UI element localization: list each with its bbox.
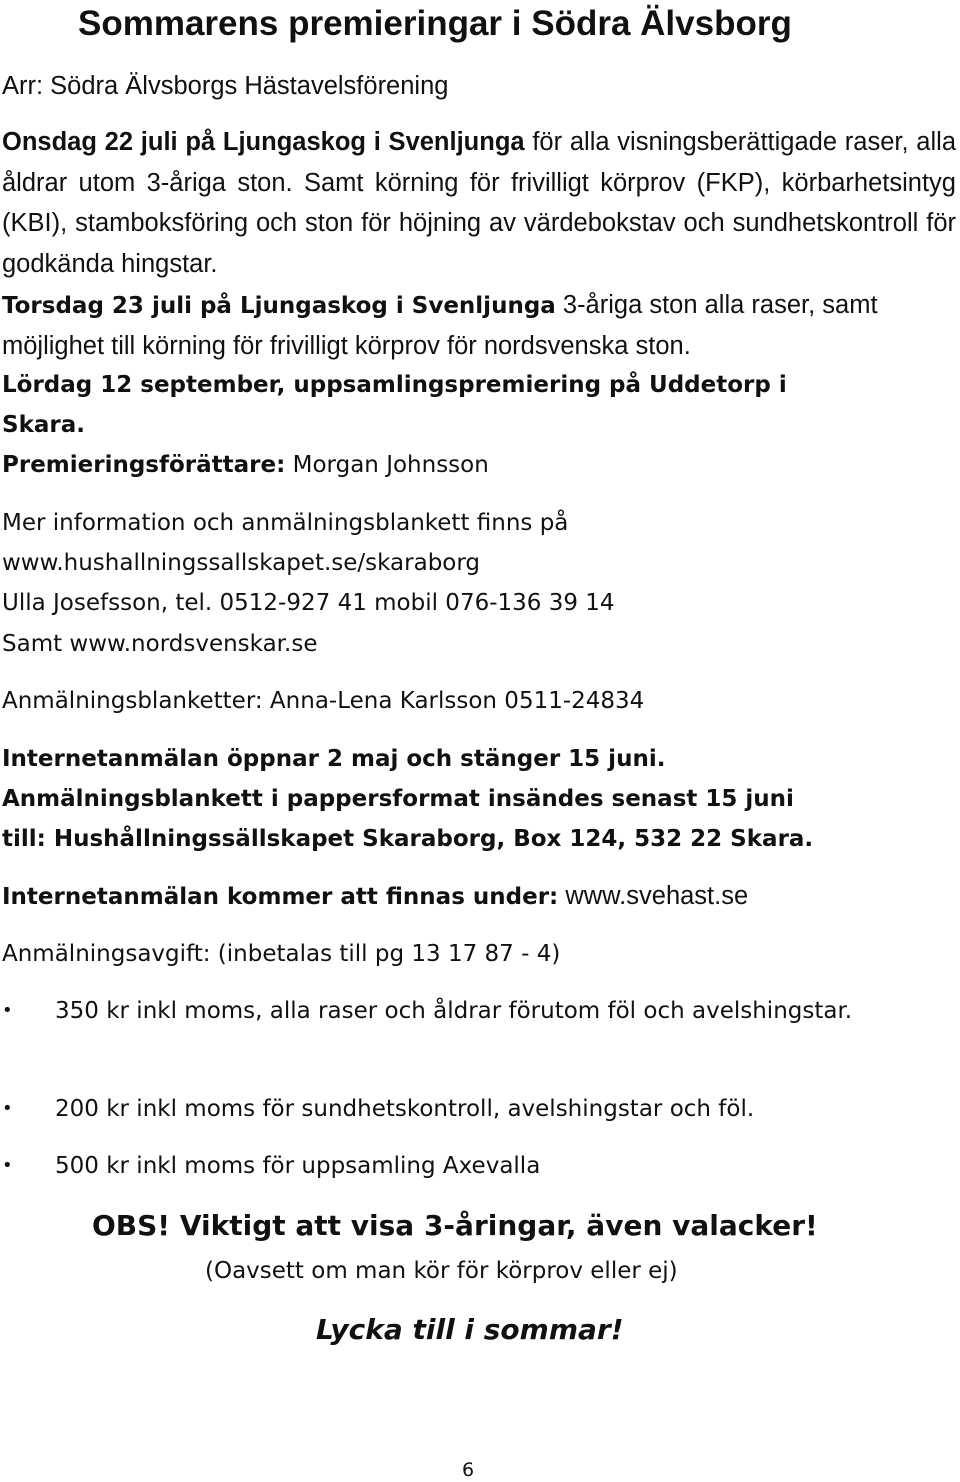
event-saturday-line1: Lördag 12 september, uppsamlingspremiering på Uddetorp i xyxy=(2,372,787,398)
internet-open-line: Internetanmälan öppnar 2 maj och stänger 15 juni. xyxy=(2,746,666,772)
fee-heading: Anmälningsavgift: (inbetalas till pg 13 17 87 - 4) xyxy=(2,941,561,967)
judge-line xyxy=(2,445,489,485)
svehast-link[interactable]: www.svehast.se xyxy=(558,882,749,910)
judge-label: Premieringsförättare: xyxy=(2,452,286,478)
judge-name: Morgan Johnsson xyxy=(285,452,489,478)
event-thursday xyxy=(2,285,958,367)
internet-where-line xyxy=(2,876,748,917)
paper-form-line-2: till: Hushållningssällskapet Skaraborg, Box 124, 532 22 Skara. xyxy=(2,826,814,852)
bullet-icon: • xyxy=(2,1098,13,1119)
page-number: 6 xyxy=(462,1459,475,1481)
event-thursday-text: 3-åriga ston alla raser, samt möjlighet till körning för frivilligt körprov för nordsvenska ston. xyxy=(2,291,878,360)
paper-form-line-1: Anmälningsblankett i pappersformat insändes senast 15 juni xyxy=(2,786,794,812)
obs-notice: OBS! Viktigt att visa 3-åringar, även valacker! xyxy=(92,1209,818,1242)
bullet-icon: • xyxy=(2,1000,13,1021)
obs-note: (Oavsett om man kör för körprov eller ej) xyxy=(205,1258,678,1284)
arranger-line: Arr: Södra Älvsborgs Hästavelsförening xyxy=(2,72,449,100)
internet-where-label: Internetanmälan kommer att finnas under: xyxy=(2,884,559,910)
info-line-1: Mer information och anmälningsblankett finns på xyxy=(2,510,569,536)
fee-item-text: 200 kr inkl moms för sundhetskontroll, avelshingstar och föl. xyxy=(55,1096,755,1122)
bullet-icon: • xyxy=(2,1155,13,1176)
contact-line: Ulla Josefsson, tel. 0512-927 41 mobil 076-136 39 14 xyxy=(2,590,615,616)
info-url-line[interactable]: www.hushallningssallskapet.se/skaraborg xyxy=(2,550,481,576)
fee-item-text: 350 kr inkl moms, alla raser och åldrar förutom föl och avelshingstar. xyxy=(55,998,853,1024)
nordsvenskar-line[interactable]: Samt www.nordsvenskar.se xyxy=(2,631,318,657)
forms-contact-line: Anmälningsblanketter: Anna-Lena Karlsson 0511-24834 xyxy=(2,688,645,714)
page-title: Sommarens premieringar i Södra Älvsborg xyxy=(78,4,792,43)
event-thursday-lead: Torsdag 23 juli på Ljungaskog i Svenljunga xyxy=(2,293,556,319)
closing-line: Lycka till i sommar! xyxy=(316,1313,624,1346)
event-wednesday xyxy=(2,122,956,284)
fee-item-text: 500 kr inkl moms för uppsamling Axevalla xyxy=(55,1153,541,1179)
event-wednesday-lead: Onsdag 22 juli på Ljungaskog i Svenljunga xyxy=(2,128,525,156)
event-saturday-line2: Skara. xyxy=(2,412,85,438)
event-wednesday-text: för alla visningsberättigade raser, alla åldrar utom 3-åriga ston. Samt körning för frivilligt körprov (FKP), körbarhetsintyg (KBI), stamboksföring och ston för höjning av värdebokstav och sundhetskontroll för godkända hingstar. xyxy=(2,128,956,278)
